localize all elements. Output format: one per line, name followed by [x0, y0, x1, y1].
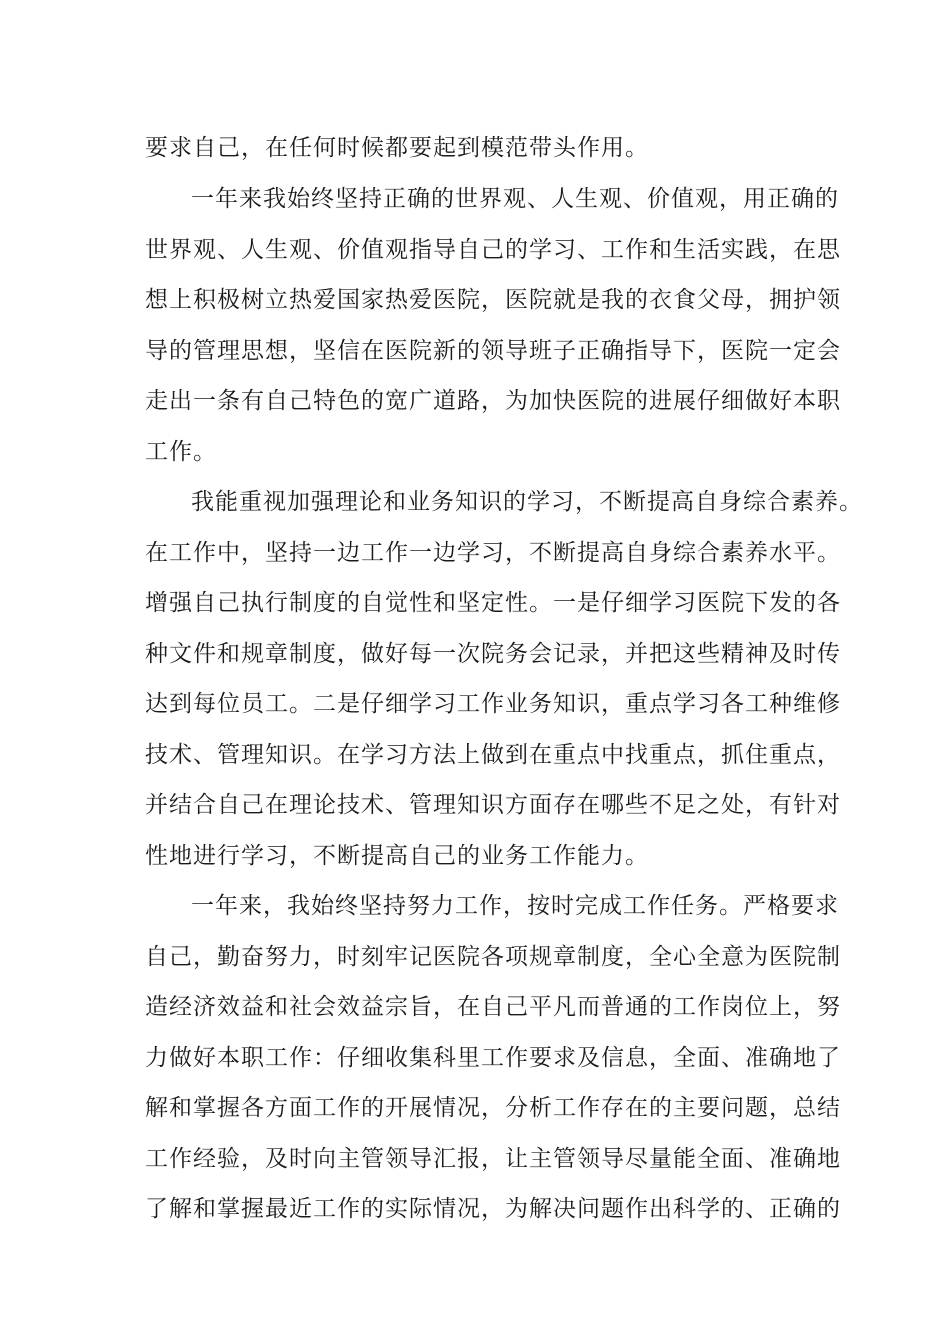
text-line-7: 工作。 [145, 439, 217, 465]
text-line-3: 世界观、人生观、价值观指导自己的学习、工作和生活实践，在思 [145, 237, 841, 263]
text-line-17: 自己，勤奋努力，时刻牢记医院各项规章制度，全心全意为医院制 [145, 944, 841, 970]
text-line-14: 并结合自己在理论技术、管理知识方面存在哪些不足之处，有针对 [145, 792, 841, 818]
text-line-8: 我能重视加强理论和业务知识的学习，不断提高自身综合素养。 [191, 489, 863, 515]
text-line-5: 导的管理思想，坚信在医院新的领导班子正确指导下，医院一定会 [145, 338, 841, 364]
text-line-21: 工作经验，及时向主管领导汇报，让主管领导尽量能全面、准确地 [145, 1146, 841, 1172]
text-line-2: 一年来我始终坚持正确的世界观、人生观、价值观，用正确的 [191, 186, 839, 212]
text-line-20: 解和掌握各方面工作的开展情况，分析工作存在的主要问题，总结 [145, 1095, 841, 1121]
text-line-12: 达到每位员工。二是仔细学习工作业务知识，重点学习各工种维修 [145, 691, 841, 717]
text-line-6: 走出一条有自己特色的宽广道路，为加快医院的进展仔细做好本职 [145, 388, 841, 414]
text-line-4: 想上积极树立热爱国家热爱医院，医院就是我的衣食父母，拥护领 [145, 287, 841, 313]
text-line-15: 性地进行学习，不断提高自己的业务工作能力。 [145, 843, 649, 869]
text-line-19: 力做好本职工作：仔细收集科里工作要求及信息，全面、准确地了 [145, 1045, 841, 1071]
text-line-10: 增强自己执行制度的自觉性和坚定性。一是仔细学习医院下发的各 [145, 590, 841, 616]
text-line-11: 种文件和规章制度，做好每一次院务会记录，并把这些精神及时传 [145, 641, 841, 667]
text-line-22: 了解和掌握最近工作的实际情况，为解决问题作出科学的、正确的 [145, 1196, 841, 1222]
text-line-9: 在工作中，坚持一边工作一边学习，不断提高自身综合素养水平。 [145, 540, 841, 566]
text-line-1: 要求自己，在任何时候都要起到模范带头作用。 [145, 135, 649, 161]
text-line-13: 技术、管理知识。在学习方法上做到在重点中找重点，抓住重点， [145, 742, 841, 768]
text-line-18: 造经济效益和社会效益宗旨，在自己平凡而普通的工作岗位上，努 [145, 994, 841, 1020]
text-line-16: 一年来，我始终坚持努力工作，按时完成工作任务。严格要求 [191, 893, 839, 919]
